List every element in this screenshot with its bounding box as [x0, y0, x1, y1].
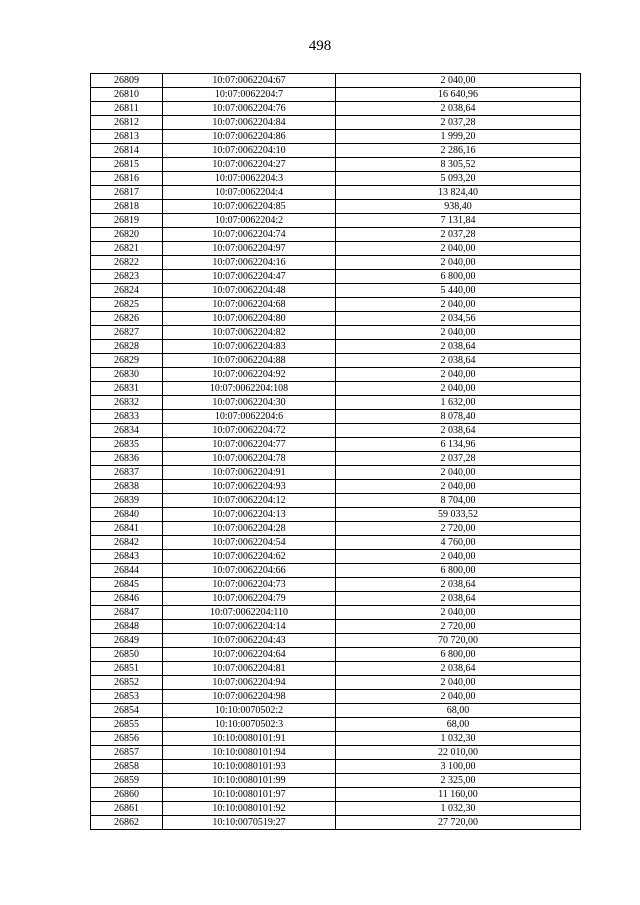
cadastral-value-cell: 2 040,00 — [336, 242, 581, 256]
row-number-cell: 26853 — [91, 690, 163, 704]
table-row — [91, 606, 581, 620]
table-row — [91, 676, 581, 690]
table-row — [91, 382, 581, 396]
row-number-cell: 26812 — [91, 116, 163, 130]
table-row — [91, 298, 581, 312]
table-row — [91, 200, 581, 214]
table-row — [91, 480, 581, 494]
table-row — [91, 74, 581, 88]
table-row — [91, 326, 581, 340]
cadastral-value-cell: 2 040,00 — [336, 550, 581, 564]
cadastral-value-cell: 4 760,00 — [336, 536, 581, 550]
cadastral-number-cell: 10:07:0062204:12 — [163, 494, 336, 508]
cadastral-number-cell: 10:10:0080101:92 — [163, 802, 336, 816]
table-row — [91, 424, 581, 438]
cadastral-value-cell: 2 034,56 — [336, 312, 581, 326]
cadastral-value-cell: 2 038,64 — [336, 424, 581, 438]
cadastral-value-cell: 2 040,00 — [336, 256, 581, 270]
table-row — [91, 340, 581, 354]
table-row — [91, 116, 581, 130]
row-number-cell: 26840 — [91, 508, 163, 522]
cadastral-number-cell: 10:07:0062204:62 — [163, 550, 336, 564]
row-number-cell: 26827 — [91, 326, 163, 340]
row-number-cell: 26817 — [91, 186, 163, 200]
cadastral-number-cell: 10:07:0062204:84 — [163, 116, 336, 130]
cadastral-number-cell: 10:07:0062204:30 — [163, 396, 336, 410]
cadastral-value-cell: 3 100,00 — [336, 760, 581, 774]
cadastral-number-cell: 10:07:0062204:16 — [163, 256, 336, 270]
cadastral-value-cell: 2 038,64 — [336, 578, 581, 592]
cadastral-value-cell: 7 131,84 — [336, 214, 581, 228]
table-row — [91, 704, 581, 718]
table-row — [91, 732, 581, 746]
table-row — [91, 564, 581, 578]
cadastral-value-cell: 2 037,28 — [336, 228, 581, 242]
cadastral-value-cell: 13 824,40 — [336, 186, 581, 200]
cadastral-number-cell: 10:10:0070519:27 — [163, 816, 336, 830]
table-row — [91, 802, 581, 816]
row-number-cell: 26861 — [91, 802, 163, 816]
cadastral-number-cell: 10:07:0062204:94 — [163, 676, 336, 690]
cadastral-value-cell: 8 704,00 — [336, 494, 581, 508]
table-row — [91, 312, 581, 326]
cadastral-value-cell: 2 038,64 — [336, 340, 581, 354]
row-number-cell: 26829 — [91, 354, 163, 368]
row-number-cell: 26810 — [91, 88, 163, 102]
table-row — [91, 396, 581, 410]
cadastral-value-cell: 2 040,00 — [336, 298, 581, 312]
cadastral-value-cell: 2 038,64 — [336, 354, 581, 368]
cadastral-number-cell: 10:07:0062204:93 — [163, 480, 336, 494]
cadastral-value-cell: 1 632,00 — [336, 396, 581, 410]
row-number-cell: 26854 — [91, 704, 163, 718]
cadastral-number-cell: 10:10:0080101:99 — [163, 774, 336, 788]
cadastral-number-cell: 10:07:0062204:92 — [163, 368, 336, 382]
cadastral-number-cell: 10:07:0062204:79 — [163, 592, 336, 606]
cadastral-value-cell: 22 010,00 — [336, 746, 581, 760]
table-row — [91, 760, 581, 774]
cadastral-value-cell: 6 800,00 — [336, 564, 581, 578]
cadastral-number-cell: 10:07:0062204:98 — [163, 690, 336, 704]
cadastral-number-cell: 10:07:0062204:76 — [163, 102, 336, 116]
cadastral-number-cell: 10:07:0062204:7 — [163, 88, 336, 102]
cadastral-value-cell: 2 037,28 — [336, 116, 581, 130]
table-row — [91, 438, 581, 452]
row-number-cell: 26822 — [91, 256, 163, 270]
cadastral-number-cell: 10:07:0062204:74 — [163, 228, 336, 242]
table-row — [91, 88, 581, 102]
cadastral-number-cell: 10:07:0062204:47 — [163, 270, 336, 284]
cadastral-value-cell: 2 040,00 — [336, 606, 581, 620]
table-row — [91, 270, 581, 284]
row-number-cell: 26814 — [91, 144, 163, 158]
row-number-cell: 26828 — [91, 340, 163, 354]
row-number-cell: 26836 — [91, 452, 163, 466]
table-row — [91, 172, 581, 186]
cadastral-number-cell: 10:07:0062204:83 — [163, 340, 336, 354]
cadastral-value-cell: 2 038,64 — [336, 592, 581, 606]
table-row — [91, 186, 581, 200]
table-row — [91, 410, 581, 424]
row-number-cell: 26858 — [91, 760, 163, 774]
table-row — [91, 354, 581, 368]
cadastral-value-cell: 2 040,00 — [336, 382, 581, 396]
cadastral-value-cell: 1 999,20 — [336, 130, 581, 144]
table-row — [91, 620, 581, 634]
cadastral-number-cell: 10:07:0062204:81 — [163, 662, 336, 676]
cadastral-number-cell: 10:07:0062204:66 — [163, 564, 336, 578]
cadastral-number-cell: 10:07:0062204:80 — [163, 312, 336, 326]
cadastral-value-cell: 2 040,00 — [336, 466, 581, 480]
table-row — [91, 102, 581, 116]
cadastral-value-cell: 68,00 — [336, 704, 581, 718]
cadastral-number-cell: 10:10:0070502:2 — [163, 704, 336, 718]
cadastral-number-cell: 10:10:0080101:97 — [163, 788, 336, 802]
row-number-cell: 26837 — [91, 466, 163, 480]
table-row — [91, 662, 581, 676]
table-row — [91, 522, 581, 536]
row-number-cell: 26841 — [91, 522, 163, 536]
cadastral-number-cell: 10:07:0062204:48 — [163, 284, 336, 298]
row-number-cell: 26830 — [91, 368, 163, 382]
row-number-cell: 26862 — [91, 816, 163, 830]
table-row — [91, 214, 581, 228]
row-number-cell: 26839 — [91, 494, 163, 508]
table-row — [91, 746, 581, 760]
cadastral-value-cell: 11 160,00 — [336, 788, 581, 802]
table-row — [91, 368, 581, 382]
cadastral-value-cell: 5 440,00 — [336, 284, 581, 298]
row-number-cell: 26820 — [91, 228, 163, 242]
table-row — [91, 550, 581, 564]
cadastral-value-cell: 2 040,00 — [336, 326, 581, 340]
row-number-cell: 26831 — [91, 382, 163, 396]
cadastral-value-cell: 2 037,28 — [336, 452, 581, 466]
table-row — [91, 634, 581, 648]
row-number-cell: 26834 — [91, 424, 163, 438]
table-row — [91, 648, 581, 662]
cadastral-number-cell: 10:07:0062204:77 — [163, 438, 336, 452]
cadastral-number-cell: 10:10:0080101:93 — [163, 760, 336, 774]
cadastral-value-cell: 2 286,16 — [336, 144, 581, 158]
cadastral-number-cell: 10:07:0062204:14 — [163, 620, 336, 634]
cadastral-number-cell: 10:07:0062204:3 — [163, 172, 336, 186]
cadastral-value-cell: 70 720,00 — [336, 634, 581, 648]
cadastral-number-cell: 10:07:0062204:6 — [163, 410, 336, 424]
row-number-cell: 26809 — [91, 74, 163, 88]
row-number-cell: 26850 — [91, 648, 163, 662]
cadastral-value-cell: 2 325,00 — [336, 774, 581, 788]
cadastral-value-cell: 2 040,00 — [336, 480, 581, 494]
table-row — [91, 494, 581, 508]
row-number-cell: 26860 — [91, 788, 163, 802]
table-row — [91, 158, 581, 172]
cadastral-value-cell: 6 800,00 — [336, 270, 581, 284]
row-number-cell: 26846 — [91, 592, 163, 606]
row-number-cell: 26813 — [91, 130, 163, 144]
cadastral-value-cell: 6 800,00 — [336, 648, 581, 662]
table-row — [91, 536, 581, 550]
row-number-cell: 26816 — [91, 172, 163, 186]
row-number-cell: 26835 — [91, 438, 163, 452]
cadastral-number-cell: 10:07:0062204:67 — [163, 74, 336, 88]
row-number-cell: 26818 — [91, 200, 163, 214]
cadastral-number-cell: 10:07:0062204:85 — [163, 200, 336, 214]
row-number-cell: 26855 — [91, 718, 163, 732]
cadastral-number-cell: 10:07:0062204:13 — [163, 508, 336, 522]
cadastral-number-cell: 10:07:0062204:97 — [163, 242, 336, 256]
cadastral-number-cell: 10:07:0062204:68 — [163, 298, 336, 312]
cadastral-value-cell: 8 078,40 — [336, 410, 581, 424]
cadastral-value-cell: 2 040,00 — [336, 690, 581, 704]
cadastral-number-cell: 10:07:0062204:27 — [163, 158, 336, 172]
cadastral-value-cell: 6 134,96 — [336, 438, 581, 452]
table-row — [91, 592, 581, 606]
cadastral-value-cell: 27 720,00 — [336, 816, 581, 830]
cadastral-number-cell: 10:07:0062204:110 — [163, 606, 336, 620]
table-row — [91, 452, 581, 466]
row-number-cell: 26825 — [91, 298, 163, 312]
cadastral-number-cell: 10:07:0062204:108 — [163, 382, 336, 396]
cadastral-number-cell: 10:07:0062204:86 — [163, 130, 336, 144]
cadastral-number-cell: 10:07:0062204:91 — [163, 466, 336, 480]
row-number-cell: 26844 — [91, 564, 163, 578]
table-row — [91, 578, 581, 592]
cadastral-number-cell: 10:07:0062204:2 — [163, 214, 336, 228]
cadastral-number-cell: 10:07:0062204:78 — [163, 452, 336, 466]
cadastral-number-cell: 10:07:0062204:73 — [163, 578, 336, 592]
cadastral-value-cell: 1 032,30 — [336, 732, 581, 746]
row-number-cell: 26857 — [91, 746, 163, 760]
row-number-cell: 26823 — [91, 270, 163, 284]
row-number-cell: 26842 — [91, 536, 163, 550]
row-number-cell: 26845 — [91, 578, 163, 592]
row-number-cell: 26811 — [91, 102, 163, 116]
table-row — [91, 718, 581, 732]
row-number-cell: 26832 — [91, 396, 163, 410]
cadastral-value-cell: 2 720,00 — [336, 620, 581, 634]
cadastral-number-cell: 10:07:0062204:64 — [163, 648, 336, 662]
row-number-cell: 26815 — [91, 158, 163, 172]
cadastral-value-cell: 2 040,00 — [336, 676, 581, 690]
row-number-cell: 26856 — [91, 732, 163, 746]
table-row — [91, 508, 581, 522]
cadastral-value-table — [90, 73, 581, 830]
row-number-cell: 26847 — [91, 606, 163, 620]
table-body — [91, 74, 581, 830]
cadastral-number-cell: 10:07:0062204:28 — [163, 522, 336, 536]
table-row — [91, 284, 581, 298]
cadastral-number-cell: 10:10:0070502:3 — [163, 718, 336, 732]
cadastral-number-cell: 10:07:0062204:54 — [163, 536, 336, 550]
row-number-cell: 26838 — [91, 480, 163, 494]
cadastral-number-cell: 10:07:0062204:10 — [163, 144, 336, 158]
table-row — [91, 256, 581, 270]
row-number-cell: 26859 — [91, 774, 163, 788]
cadastral-number-cell: 10:07:0062204:88 — [163, 354, 336, 368]
row-number-cell: 26843 — [91, 550, 163, 564]
cadastral-number-cell: 10:07:0062204:82 — [163, 326, 336, 340]
row-number-cell: 26848 — [91, 620, 163, 634]
table-row — [91, 690, 581, 704]
table-row — [91, 228, 581, 242]
cadastral-value-cell: 1 032,30 — [336, 802, 581, 816]
page-number: 498 — [308, 38, 332, 54]
cadastral-number-cell: 10:07:0062204:72 — [163, 424, 336, 438]
cadastral-value-cell: 16 640,96 — [336, 88, 581, 102]
table-row — [91, 774, 581, 788]
cadastral-number-cell: 10:10:0080101:91 — [163, 732, 336, 746]
cadastral-value-cell: 5 093,20 — [336, 172, 581, 186]
row-number-cell: 26849 — [91, 634, 163, 648]
table-row — [91, 788, 581, 802]
row-number-cell: 26826 — [91, 312, 163, 326]
table-row — [91, 816, 581, 830]
cadastral-value-cell: 59 033,52 — [336, 508, 581, 522]
row-number-cell: 26833 — [91, 410, 163, 424]
row-number-cell: 26819 — [91, 214, 163, 228]
cadastral-value-cell: 2 040,00 — [336, 368, 581, 382]
cadastral-value-cell: 938,40 — [336, 200, 581, 214]
cadastral-number-cell: 10:07:0062204:4 — [163, 186, 336, 200]
cadastral-value-cell: 2 720,00 — [336, 522, 581, 536]
cadastral-value-cell: 68,00 — [336, 718, 581, 732]
cadastral-value-cell: 2 038,64 — [336, 662, 581, 676]
cadastral-value-cell: 8 305,52 — [336, 158, 581, 172]
row-number-cell: 26821 — [91, 242, 163, 256]
row-number-cell: 26824 — [91, 284, 163, 298]
row-number-cell: 26852 — [91, 676, 163, 690]
table-row — [91, 466, 581, 480]
cadastral-value-cell: 2 040,00 — [336, 74, 581, 88]
cadastral-number-cell: 10:07:0062204:43 — [163, 634, 336, 648]
cadastral-value-cell: 2 038,64 — [336, 102, 581, 116]
cadastral-number-cell: 10:10:0080101:94 — [163, 746, 336, 760]
table-row — [91, 144, 581, 158]
table-row — [91, 242, 581, 256]
row-number-cell: 26851 — [91, 662, 163, 676]
table-row — [91, 130, 581, 144]
